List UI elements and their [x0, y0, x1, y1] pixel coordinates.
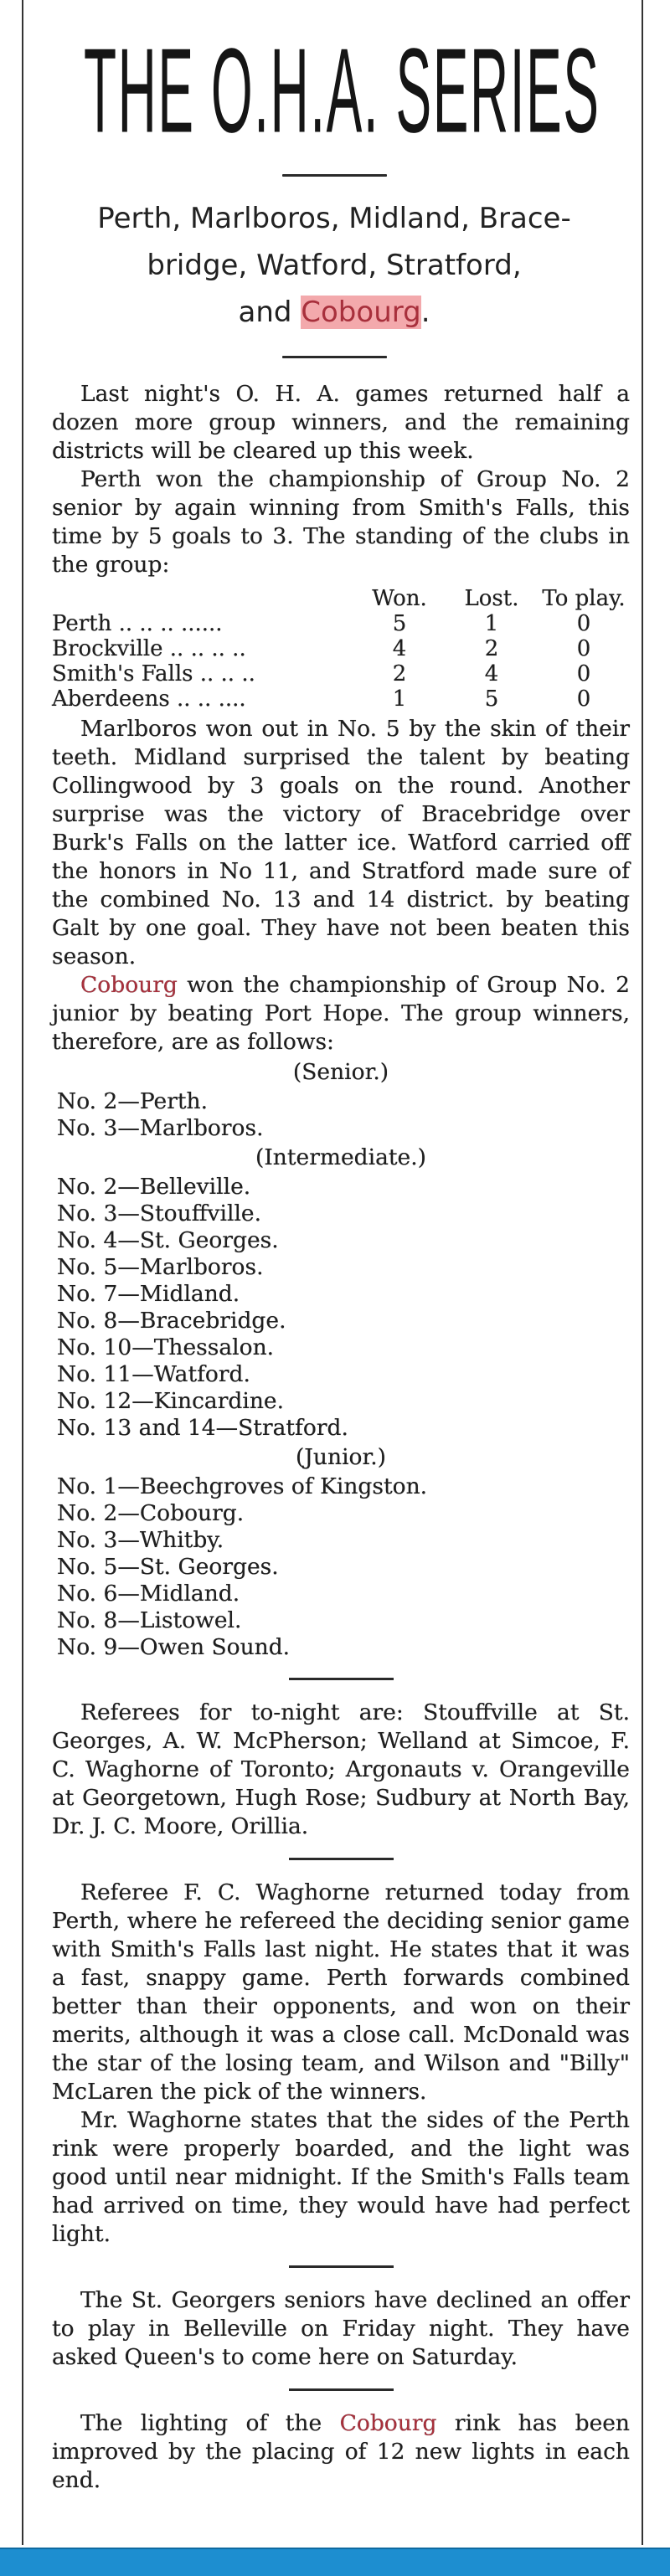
divider	[282, 174, 387, 177]
highlighted-term: Cobourg	[301, 296, 421, 329]
won: 5	[392, 611, 407, 636]
intermediate-heading: (Intermediate.)	[255, 1144, 427, 1170]
paragraph-text: The lighting of the	[80, 2410, 340, 2436]
senior-list	[52, 1088, 630, 1142]
table-row	[52, 636, 630, 661]
highlighted-term: Cobourg	[80, 972, 178, 998]
won: 1	[392, 686, 407, 712]
paragraph-referees: Referees for to-night are: Stouffville at St. Georges, A. W. McPherson; Welland at Simcoe, F. C. Waghorne of Toronto; Argonauts v. Orangeville at Georgetown, Hugh Rose; Sudbury at North Bay, Dr. J. C. Moore, Orillia.	[52, 1699, 630, 1839]
table-row	[52, 686, 630, 712]
list-item: No. 2—Cobourg.	[57, 1500, 245, 1526]
deck-text: and	[238, 296, 302, 329]
headline-text: THE O.H.A. SERIES	[84, 24, 600, 158]
deck-line	[32, 289, 636, 336]
paragraph-perth: Perth won the championship of Group No. 2 senior by again winning from Smith's Falls, this time by 5 goals to 3. The standing of the clubs in the group:	[52, 466, 630, 578]
junior-heading: (Junior.)	[295, 1444, 387, 1470]
divider	[289, 2265, 394, 2268]
standings-table	[52, 586, 630, 712]
headline	[84, 23, 636, 158]
club: Brockville .. .. .. ..	[52, 636, 246, 661]
list-item: No. 3—Whitby.	[57, 1527, 224, 1553]
deck-line: Perth, Marlboros, Midland, Brace-	[97, 202, 571, 235]
list-item: No. 4—St. Georges.	[57, 1227, 279, 1253]
article-body	[32, 380, 636, 2495]
to-play: 0	[576, 661, 591, 686]
paragraph-waghorne: Referee F. C. Waghorne returned today from Perth, where he refereed the deciding senior game with Smith's Falls last night. He states that it was a fast, snappy game. Perth forwards combined better than their opponents, and won on their merits, although it was a close call. McDonald was the star of the losing team, and Wilson and "Billy" McLaren the pick of the winners.	[52, 1879, 630, 2105]
list-item: No. 5—St. Georges.	[57, 1554, 279, 1580]
divider	[282, 356, 387, 358]
list-item: No. 5—Marlboros.	[57, 1254, 264, 1280]
table-row	[52, 611, 630, 636]
senior-heading: (Senior.)	[292, 1059, 389, 1085]
col-won: Won.	[372, 586, 427, 611]
paragraph-st-georges: The St. Georgers seniors have declined an offer to play in Belleville on Friday night. They have asked Queen's to come here on Saturday.	[52, 2287, 630, 2370]
list-item: No. 2—Belleville.	[57, 1174, 251, 1200]
to-play: 0	[576, 686, 591, 712]
lost: 1	[484, 611, 499, 636]
paragraph-cobourg	[52, 971, 630, 1057]
right-column-rule	[642, 0, 643, 2545]
list-item: No. 1—Beechgroves of Kingston.	[57, 1473, 428, 1499]
list-item: No. 10—Thessalon.	[57, 1334, 275, 1360]
highlighted-term: Cobourg	[339, 2410, 437, 2436]
club: Aberdeens .. .. ....	[52, 686, 246, 712]
junior-list	[52, 1473, 630, 1661]
list-item: No. 9—Owen Sound.	[57, 1634, 291, 1660]
club: Smith's Falls .. .. ..	[52, 661, 255, 686]
left-column-rule	[22, 0, 23, 2545]
club: Perth .. .. .. ......	[52, 611, 223, 636]
paragraph-intro: Last night's O. H. A. games returned half a dozen more group winners, and the remaining districts will be cleared up this week.	[52, 381, 630, 464]
list-item: No. 7—Midland.	[57, 1281, 240, 1307]
lost: 2	[484, 636, 499, 661]
paragraph-text: won the championship of Group No. 2 junior by beating Port Hope. The group winners, therefore, are as follows:	[52, 972, 630, 1055]
paragraph-marlboros: Marlboros won out in No. 5 by the skin of their teeth. Midland surprised the talent by beating Collingwood by 3 goals on the round. Another surprise was the victory of Bracebridge over Burk's Falls on the latter ice. Watford carried off the honors in No 11, and Stratford made sure of the combined No. 13 and 14 district. by beating Galt by one goal. They have not been beaten this season.	[52, 716, 630, 969]
article	[32, 0, 636, 2495]
list-item: No. 2—Perth.	[57, 1088, 209, 1114]
intermediate-list	[52, 1174, 630, 1442]
bottom-bar	[0, 2548, 670, 2576]
paragraph-text: rink has been improved by the placing of 12 new lights in each end.	[52, 2410, 631, 2493]
deck	[32, 195, 636, 336]
col-lost: Lost.	[464, 586, 519, 611]
list-item: No. 13 and 14—Stratford.	[57, 1415, 348, 1441]
list-item: No. 3—Marlboros.	[57, 1115, 264, 1141]
paragraph-rink-sides: Mr. Waghorne states that the sides of the Perth rink were properly boarded, and the light was good until near midnight. If the Smith's Falls team had arrived on time, they would have had perfect light.	[52, 2107, 630, 2247]
to-play: 0	[576, 636, 591, 661]
lost: 4	[484, 661, 499, 686]
paragraph-lighting	[52, 2409, 630, 2495]
list-item: No. 12—Kincardine.	[57, 1388, 285, 1414]
table-row	[52, 661, 630, 686]
list-item: No. 3—Stouffville.	[57, 1201, 262, 1226]
to-play: 0	[576, 611, 591, 636]
deck-line: bridge, Watford, Stratford,	[147, 249, 522, 282]
lost: 5	[484, 686, 499, 712]
divider	[289, 2388, 394, 2391]
list-item: No. 6—Midland.	[57, 1581, 240, 1607]
list-item: No. 11—Watford.	[57, 1361, 250, 1387]
divider	[289, 1678, 394, 1680]
deck-text: .	[420, 296, 430, 329]
col-to-play: To play.	[542, 586, 626, 611]
list-item: No. 8—Bracebridge.	[57, 1308, 286, 1334]
won: 2	[392, 661, 407, 686]
table-header-row	[52, 586, 630, 611]
list-item: No. 8—Listowel.	[57, 1607, 242, 1633]
won: 4	[392, 636, 407, 661]
divider	[289, 1858, 394, 1860]
